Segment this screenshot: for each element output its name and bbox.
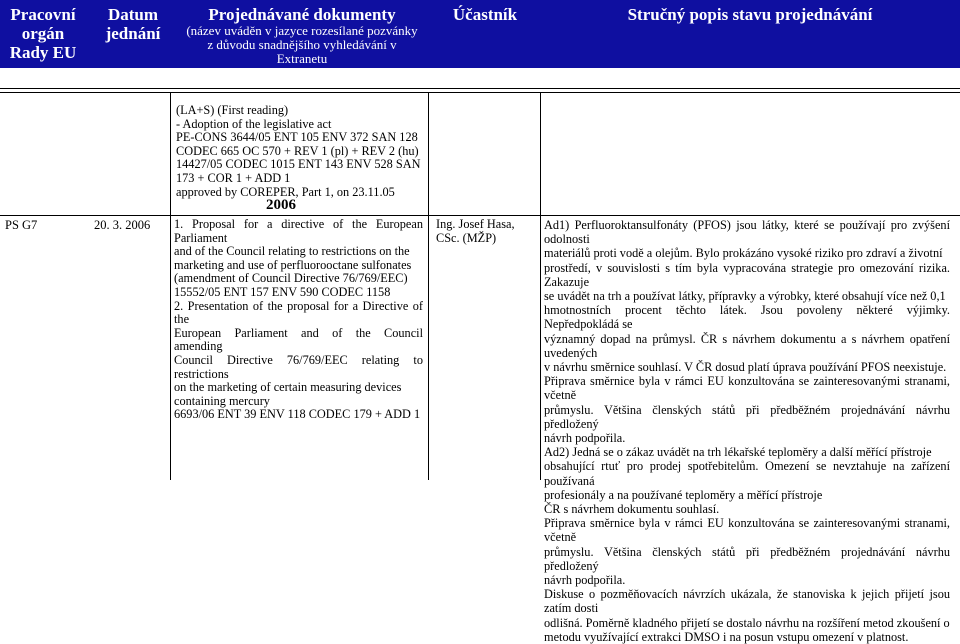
header-participant-label: Účastník xyxy=(452,5,518,24)
text-line: (LA+S) (First reading) xyxy=(176,103,289,117)
text-line: obsahující rtuť pro prodej spotřebitelům. Omezení se nevztahuje na zařízení používaná xyxy=(544,459,950,488)
text-line: ČR s návrhem dokumentu souhlasí. xyxy=(544,502,720,517)
header-documents-sub: z důvodu snadnějšího vyhledávání v Extranetu xyxy=(207,37,397,66)
text-line: významný dopad na průmysl. ČR s návrhem dokumentu a s návrhem opatření uvedených xyxy=(544,331,950,360)
text-line: 15552/05 ENT 157 ENV 590 CODEC 1158 xyxy=(174,284,391,299)
text-line: Ad2) Jedná se o zákaz uvádět na trh lékařské teploměry a další měřící přístroje xyxy=(544,445,932,460)
text-line: and of the Council relating to restrictions on the xyxy=(174,244,410,259)
row-description xyxy=(544,218,950,644)
header-date-line: Datum xyxy=(107,5,159,24)
text-line: 173 + COR 1 + ADD 1 xyxy=(176,170,291,185)
divider xyxy=(0,88,960,89)
text-line: hmotnostních procent těchto látek. Jsou povoleny některé výjimky. Nepředpokládá se xyxy=(544,303,950,332)
text-line: CSc. (MŽP) xyxy=(436,230,497,245)
divider xyxy=(0,92,960,93)
text-line: odlišná. Poměrně kladného přijetí se dostalo návrhu na rozšíření metod zkoušení o xyxy=(544,615,950,630)
text-line: materiálů proti vodě a olejům. Bylo prokázáno vysoké riziko pro zdraví a životní xyxy=(544,246,943,261)
divider xyxy=(0,215,960,216)
text-line: 1. Proposal for a directive of the European Parliament xyxy=(174,217,423,245)
previous-entry-docs xyxy=(176,104,426,199)
column-divider xyxy=(170,92,171,480)
text-line: European Parliament and of the Council amending xyxy=(174,325,423,354)
text-line: CODEC 665 OC 570 + REV 1 (pl) + REV 2 (hu) xyxy=(176,143,419,158)
text-line: průmyslu. Většina členských států při předběžném projednávání návrhu předložený xyxy=(544,402,950,431)
text-line: návrh podpořila. xyxy=(544,431,626,446)
text-line: (amendment of Council Directive 76/769/EEC) xyxy=(174,271,408,286)
header-participant xyxy=(440,5,530,24)
text-line: 6693/06 ENT 39 ENV 118 CODEC 179 + ADD 1 xyxy=(174,407,421,422)
column-divider xyxy=(428,92,429,480)
header-documents-title: Projednávané dokumenty xyxy=(208,5,396,24)
row-participant xyxy=(436,218,526,245)
text-line: Council Directive 76/769/EEC relating to restrictions xyxy=(174,352,423,381)
header-documents xyxy=(184,5,420,80)
header-date-line: jednání xyxy=(105,24,161,43)
header-description xyxy=(570,5,930,24)
text-line: Připrava směrnice byla v rámci EU konzultována se zainteresovanými stranami, včetně xyxy=(544,374,950,403)
text-line: 2. Presentation of the proposal for a Directive of the xyxy=(174,298,423,327)
text-line: metodu využívající extrakci DMSO i na posun vstupu omezení v platnost. xyxy=(544,629,909,644)
header-organ-line: Pracovní xyxy=(10,5,76,24)
table-header xyxy=(0,0,960,80)
text-line: Ing. Josef Hasa, xyxy=(436,217,515,231)
text-line: Připrava směrnice byla v rámci EU konzultována se zainteresovanými stranami, včetně xyxy=(544,516,950,545)
column-divider xyxy=(540,92,541,480)
header-organ xyxy=(0,5,86,62)
text-line: profesionály a na používané teploměry a měřící přístroje xyxy=(544,487,823,502)
row-documents xyxy=(174,218,423,422)
text-line: v návrhu směrnice souhlasí. V ČR dosud platí úprava používání PFOS neexistuje. xyxy=(544,360,947,375)
text-line: approved by COREPER, Part 1, on 23.11.05 xyxy=(176,184,395,199)
text-line: průmyslu. Většina členských států při předběžném projednávání návrhu předložený xyxy=(544,544,950,573)
row-organ: PS G7 xyxy=(5,218,38,232)
year-heading: 2006 xyxy=(266,197,296,213)
text-line: on the marketing of certain measuring devices xyxy=(174,380,402,395)
text-line: containing mercury xyxy=(174,393,270,408)
text-line: PE-CONS 3644/05 ENT 105 ENV 372 SAN 128 xyxy=(176,130,418,145)
text-line: Ad1) Perfluoroktansulfonáty (PFOS) jsou látky, které se používají pro zvýšení odolnosti xyxy=(544,218,950,247)
header-description-label: Stručný popis stavu projednávání xyxy=(627,5,873,24)
header-organ-line: Rady EU xyxy=(9,43,77,62)
text-line: 14427/05 CODEC 1015 ENT 143 ENV 528 SAN xyxy=(176,157,421,172)
row-date: 20. 3. 2006 xyxy=(94,218,151,232)
text-line: Diskuse o pozměňovacích návrzích ukázala, že stanoviska k jejich přijetí jsou zatím dosti xyxy=(544,587,950,616)
text-line: se uvádět na trh a používat látky, přípravky a výrobky, které obsahují více než 0,1 xyxy=(544,289,946,304)
header-documents-sub: (název uváděn v jazyce rozesílané pozvánky xyxy=(186,23,418,38)
header-organ-line: orgán xyxy=(21,24,65,43)
text-line: marketing and use of perfluorooctane sulfonates xyxy=(174,257,412,272)
header-documents-sub: apod.) xyxy=(285,65,319,80)
text-line: - Adoption of the legislative act xyxy=(176,116,332,131)
text-line: návrh podpořila. xyxy=(544,573,626,588)
header-date xyxy=(90,5,176,43)
text-line: prostředí, v souvislosti s tím byla vypracována strategie pro omezování rizika. Zakazuje xyxy=(544,260,950,289)
